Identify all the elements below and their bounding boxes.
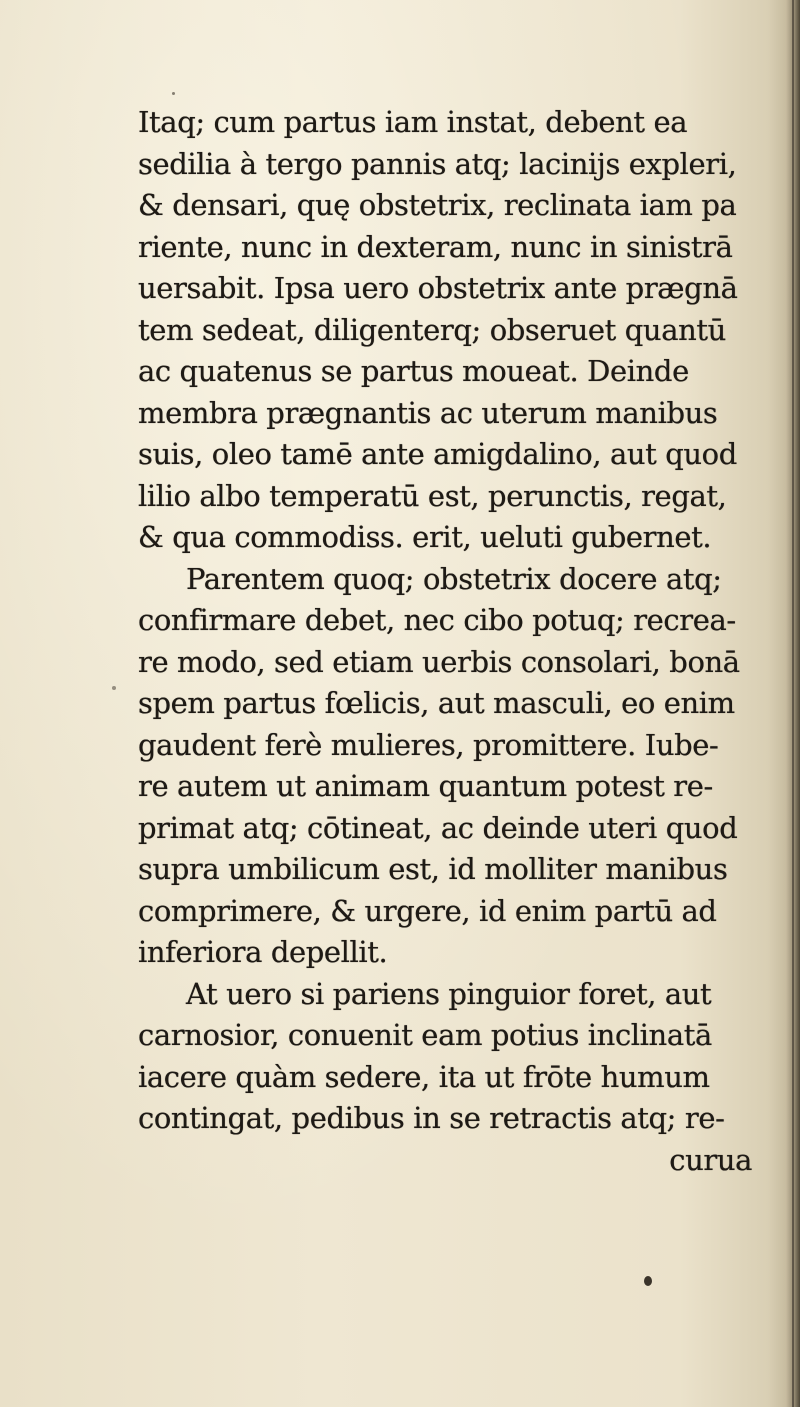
text-line: supra umbilicum est, id molliter manibus [138,852,728,886]
text-line: inferiora depellit. [138,935,388,969]
text-line: sedilia à tergo pannis atq; lacinijs expleri, [138,146,737,181]
text-line: suis, oleo tamē ante amigdalino, aut quod [138,437,737,471]
ink-spot [644,1276,652,1286]
text-line: re modo, sed etiam uerbis consolari, bonā [138,644,740,679]
text-line: comprimere, & urgere, id enim partū ad [138,893,717,928]
text-line: confirmare debet, nec cibo potuq; recrea- [138,603,736,637]
text-line: primat atq; cōtineat, ac deinde uteri quod [138,810,738,845]
text-line: tem sedeat, diligenterq; obseruet quantū [138,312,726,347]
text-line: membra prægnantis ac uterum manibus [138,395,718,430]
catchword: curua [669,1142,752,1177]
ink-spot [172,92,175,95]
page-edge-line [792,0,794,1407]
text-line: contingat, pedibus in se retractis atq; re- [138,1101,725,1135]
text-line: uersabit. Ipsa uero obstetrix ante prægnā [138,271,738,305]
text-block [138,102,770,1181]
ink-spot [112,686,116,690]
text-line: Parentem quoq; obstetrix docere atq; [186,561,722,596]
text-line: & qua commodiss. erit, ueluti gubernet. [138,520,712,554]
text-line: ac quatenus se partus moueat. Deinde [138,354,689,388]
text-line: gaudent ferè mulieres, promittere. Iube- [138,727,719,762]
text-line: spem partus fœlicis, aut masculi, eo enim [138,686,735,720]
text-line: & densari, quę obstetrix, reclinata iam pa [138,188,737,222]
text-line: carnosior, conuenit eam potius inclinatā [138,1018,712,1052]
text-line: At uero si pariens pinguior foret, aut [186,976,712,1011]
text-line: iacere quàm sedere, ita ut frōte humum [138,1059,710,1094]
text-line: lilio albo temperatū est, perunctis, regat, [138,478,727,513]
text-line: riente, nunc in dexteram, nunc in sinistrā [138,229,733,264]
text-line: re autem ut animam quantum potest re- [138,769,713,803]
text-line: Itaq; cum partus iam instat, debent ea [138,105,688,139]
